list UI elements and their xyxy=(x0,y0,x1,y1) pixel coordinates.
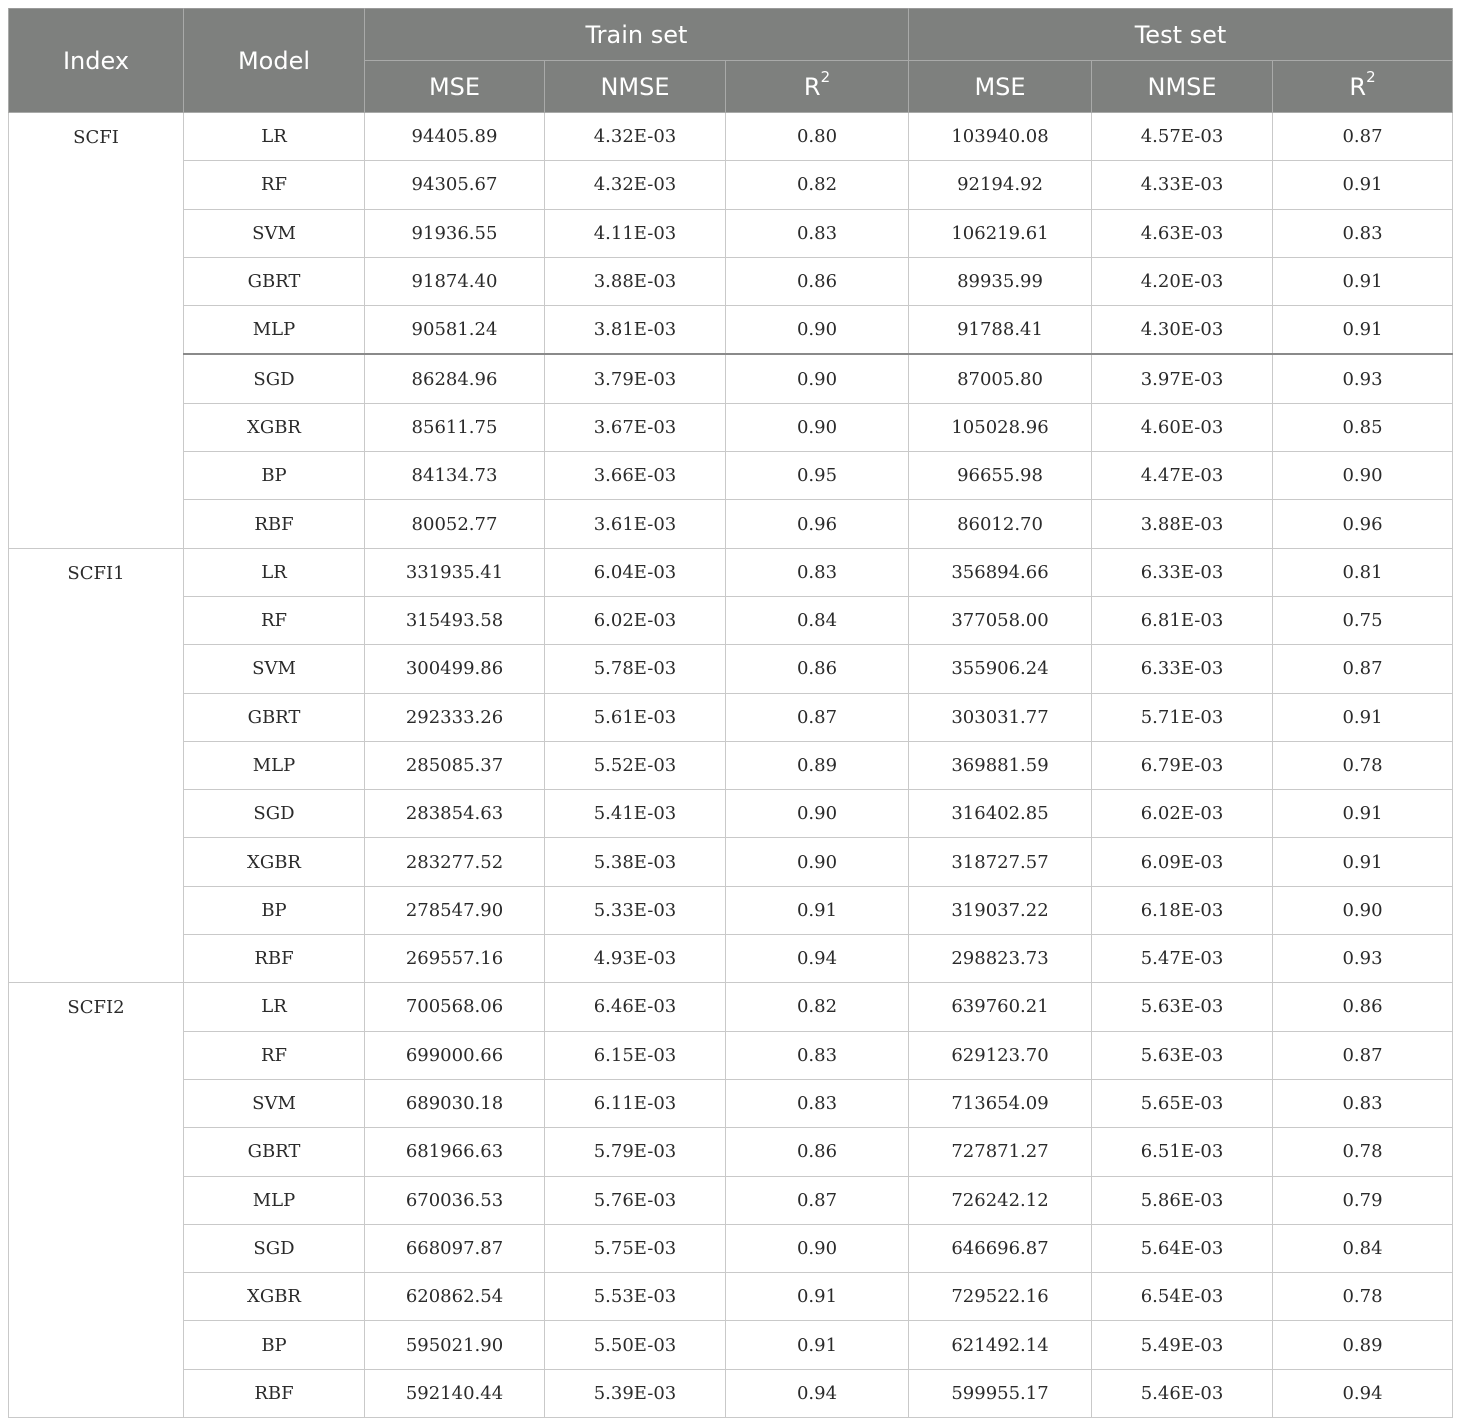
model-cell: SVM xyxy=(184,1079,365,1127)
train-mse-cell: 84134.73 xyxy=(365,452,545,500)
header-model: Model xyxy=(184,9,365,113)
table-header xyxy=(9,9,1453,113)
train-r2-cell: 0.89 xyxy=(726,741,909,789)
test-mse-cell: 629123.70 xyxy=(909,1031,1092,1079)
train-r2-cell: 0.83 xyxy=(726,209,909,257)
train-nmse-cell: 5.38E-03 xyxy=(545,838,726,886)
table-row xyxy=(9,161,1453,209)
table-row xyxy=(9,1273,1453,1321)
train-mse-cell: 86284.96 xyxy=(365,354,545,403)
train-r2-cell: 0.91 xyxy=(726,1273,909,1321)
model-cell: LR xyxy=(184,548,365,596)
header-test-nmse: NMSE xyxy=(1092,61,1273,113)
test-nmse-cell: 6.54E-03 xyxy=(1092,1273,1273,1321)
model-cell: RF xyxy=(184,596,365,644)
test-r2-cell: 0.91 xyxy=(1273,306,1453,355)
test-mse-cell: 377058.00 xyxy=(909,596,1092,644)
table-row xyxy=(9,113,1453,161)
test-mse-cell: 92194.92 xyxy=(909,161,1092,209)
train-mse-cell: 595021.90 xyxy=(365,1321,545,1369)
test-nmse-cell: 6.81E-03 xyxy=(1092,596,1273,644)
test-nmse-cell: 5.49E-03 xyxy=(1092,1321,1273,1369)
test-mse-cell: 318727.57 xyxy=(909,838,1092,886)
table-row xyxy=(9,209,1453,257)
test-r2-cell: 0.94 xyxy=(1273,1369,1453,1417)
test-nmse-cell: 6.02E-03 xyxy=(1092,790,1273,838)
train-mse-cell: 85611.75 xyxy=(365,403,545,451)
train-r2-cell: 0.80 xyxy=(726,113,909,161)
model-cell: BP xyxy=(184,452,365,500)
model-cell: GBRT xyxy=(184,1128,365,1176)
train-nmse-cell: 5.41E-03 xyxy=(545,790,726,838)
model-cell: LR xyxy=(184,113,365,161)
test-r2-cell: 0.86 xyxy=(1273,983,1453,1031)
train-nmse-cell: 5.53E-03 xyxy=(545,1273,726,1321)
table-row xyxy=(9,596,1453,644)
train-mse-cell: 91936.55 xyxy=(365,209,545,257)
test-mse-cell: 369881.59 xyxy=(909,741,1092,789)
header-train-r2: $R^2$ xyxy=(726,61,909,113)
model-cell: RBF xyxy=(184,935,365,983)
table-row xyxy=(9,257,1453,305)
train-nmse-cell: 3.67E-03 xyxy=(545,403,726,451)
table-row xyxy=(9,403,1453,451)
test-mse-cell: 87005.80 xyxy=(909,354,1092,403)
train-r2-cell: 0.90 xyxy=(726,1224,909,1272)
train-nmse-cell: 5.39E-03 xyxy=(545,1369,726,1417)
test-r2-cell: 0.93 xyxy=(1273,935,1453,983)
test-mse-cell: 96655.98 xyxy=(909,452,1092,500)
test-nmse-cell: 5.63E-03 xyxy=(1092,983,1273,1031)
train-r2-cell: 0.87 xyxy=(726,1176,909,1224)
model-comparison-table xyxy=(8,8,1453,1418)
test-nmse-cell: 3.88E-03 xyxy=(1092,500,1273,548)
test-mse-cell: 599955.17 xyxy=(909,1369,1092,1417)
test-nmse-cell: 6.79E-03 xyxy=(1092,741,1273,789)
table-row xyxy=(9,1031,1453,1079)
header-test-set: Test set xyxy=(909,9,1453,61)
train-r2-cell: 0.91 xyxy=(726,886,909,934)
test-r2-cell: 0.91 xyxy=(1273,790,1453,838)
train-nmse-cell: 5.33E-03 xyxy=(545,886,726,934)
train-r2-cell: 0.91 xyxy=(726,1321,909,1369)
test-r2-cell: 0.89 xyxy=(1273,1321,1453,1369)
test-mse-cell: 355906.24 xyxy=(909,645,1092,693)
test-r2-cell: 0.90 xyxy=(1273,452,1453,500)
train-nmse-cell: 5.76E-03 xyxy=(545,1176,726,1224)
test-mse-cell: 621492.14 xyxy=(909,1321,1092,1369)
test-mse-cell: 298823.73 xyxy=(909,935,1092,983)
table-row xyxy=(9,790,1453,838)
train-r2-cell: 0.87 xyxy=(726,693,909,741)
test-mse-cell: 89935.99 xyxy=(909,257,1092,305)
test-nmse-cell: 4.20E-03 xyxy=(1092,257,1273,305)
test-r2-cell: 0.91 xyxy=(1273,838,1453,886)
train-mse-cell: 90581.24 xyxy=(365,306,545,355)
train-r2-cell: 0.86 xyxy=(726,645,909,693)
train-nmse-cell: 3.81E-03 xyxy=(545,306,726,355)
test-nmse-cell: 5.63E-03 xyxy=(1092,1031,1273,1079)
table-row xyxy=(9,1079,1453,1127)
train-mse-cell: 269557.16 xyxy=(365,935,545,983)
header-train-set: Train set xyxy=(365,9,909,61)
train-mse-cell: 283277.52 xyxy=(365,838,545,886)
test-nmse-cell: 6.33E-03 xyxy=(1092,548,1273,596)
test-nmse-cell: 6.18E-03 xyxy=(1092,886,1273,934)
train-nmse-cell: 6.11E-03 xyxy=(545,1079,726,1127)
index-cell: SCFI1 xyxy=(9,548,184,983)
train-mse-cell: 700568.06 xyxy=(365,983,545,1031)
test-mse-cell: 646696.87 xyxy=(909,1224,1092,1272)
test-nmse-cell: 5.65E-03 xyxy=(1092,1079,1273,1127)
test-nmse-cell: 3.97E-03 xyxy=(1092,354,1273,403)
header-test-r2: $R^2$ xyxy=(1273,61,1453,113)
model-cell: BP xyxy=(184,1321,365,1369)
train-r2-cell: 0.94 xyxy=(726,1369,909,1417)
test-nmse-cell: 4.30E-03 xyxy=(1092,306,1273,355)
test-mse-cell: 729522.16 xyxy=(909,1273,1092,1321)
train-nmse-cell: 5.79E-03 xyxy=(545,1128,726,1176)
test-r2-cell: 0.84 xyxy=(1273,1224,1453,1272)
table-row xyxy=(9,354,1453,403)
test-r2-cell: 0.75 xyxy=(1273,596,1453,644)
table-row xyxy=(9,935,1453,983)
model-cell: SGD xyxy=(184,354,365,403)
test-r2-cell: 0.87 xyxy=(1273,1031,1453,1079)
train-r2-cell: 0.84 xyxy=(726,596,909,644)
table-row xyxy=(9,1224,1453,1272)
test-r2-cell: 0.78 xyxy=(1273,741,1453,789)
test-mse-cell: 319037.22 xyxy=(909,886,1092,934)
train-r2-cell: 0.95 xyxy=(726,452,909,500)
train-mse-cell: 668097.87 xyxy=(365,1224,545,1272)
model-cell: MLP xyxy=(184,1176,365,1224)
test-mse-cell: 86012.70 xyxy=(909,500,1092,548)
train-nmse-cell: 5.75E-03 xyxy=(545,1224,726,1272)
train-nmse-cell: 6.02E-03 xyxy=(545,596,726,644)
model-cell: MLP xyxy=(184,741,365,789)
train-nmse-cell: 3.79E-03 xyxy=(545,354,726,403)
train-nmse-cell: 3.88E-03 xyxy=(545,257,726,305)
train-r2-cell: 0.90 xyxy=(726,403,909,451)
model-cell: MLP xyxy=(184,306,365,355)
model-cell: RBF xyxy=(184,500,365,548)
train-r2-cell: 0.83 xyxy=(726,1079,909,1127)
train-r2-cell: 0.90 xyxy=(726,838,909,886)
test-r2-cell: 0.79 xyxy=(1273,1176,1453,1224)
train-mse-cell: 94305.67 xyxy=(365,161,545,209)
header-train-mse: MSE xyxy=(365,61,545,113)
train-mse-cell: 80052.77 xyxy=(365,500,545,548)
test-r2-cell: 0.96 xyxy=(1273,500,1453,548)
train-mse-cell: 91874.40 xyxy=(365,257,545,305)
train-mse-cell: 689030.18 xyxy=(365,1079,545,1127)
train-r2-cell: 0.83 xyxy=(726,1031,909,1079)
table-row xyxy=(9,886,1453,934)
test-nmse-cell: 5.64E-03 xyxy=(1092,1224,1273,1272)
model-cell: RF xyxy=(184,161,365,209)
table-row xyxy=(9,983,1453,1031)
train-r2-cell: 0.96 xyxy=(726,500,909,548)
train-r2-cell: 0.82 xyxy=(726,983,909,1031)
test-r2-cell: 0.83 xyxy=(1273,209,1453,257)
table-row xyxy=(9,1128,1453,1176)
test-mse-cell: 356894.66 xyxy=(909,548,1092,596)
model-cell: XGBR xyxy=(184,403,365,451)
test-r2-cell: 0.87 xyxy=(1273,113,1453,161)
train-mse-cell: 300499.86 xyxy=(365,645,545,693)
train-mse-cell: 670036.53 xyxy=(365,1176,545,1224)
test-r2-cell: 0.87 xyxy=(1273,645,1453,693)
train-r2-cell: 0.94 xyxy=(726,935,909,983)
train-r2-cell: 0.86 xyxy=(726,257,909,305)
table-row xyxy=(9,500,1453,548)
train-r2-cell: 0.83 xyxy=(726,548,909,596)
test-nmse-cell: 6.09E-03 xyxy=(1092,838,1273,886)
test-mse-cell: 727871.27 xyxy=(909,1128,1092,1176)
model-cell: BP xyxy=(184,886,365,934)
index-cell: SCFI xyxy=(9,113,184,549)
test-r2-cell: 0.85 xyxy=(1273,403,1453,451)
train-nmse-cell: 4.11E-03 xyxy=(545,209,726,257)
test-nmse-cell: 4.57E-03 xyxy=(1092,113,1273,161)
table-row xyxy=(9,1321,1453,1369)
test-mse-cell: 303031.77 xyxy=(909,693,1092,741)
table-row xyxy=(9,693,1453,741)
model-cell: SGD xyxy=(184,790,365,838)
train-nmse-cell: 6.15E-03 xyxy=(545,1031,726,1079)
header-index: Index xyxy=(9,9,184,113)
test-r2-cell: 0.91 xyxy=(1273,693,1453,741)
test-mse-cell: 103940.08 xyxy=(909,113,1092,161)
test-r2-cell: 0.90 xyxy=(1273,886,1453,934)
train-nmse-cell: 4.32E-03 xyxy=(545,161,726,209)
train-mse-cell: 699000.66 xyxy=(365,1031,545,1079)
train-nmse-cell: 3.66E-03 xyxy=(545,452,726,500)
train-mse-cell: 315493.58 xyxy=(365,596,545,644)
test-mse-cell: 639760.21 xyxy=(909,983,1092,1031)
test-nmse-cell: 5.71E-03 xyxy=(1092,693,1273,741)
table-row xyxy=(9,1369,1453,1417)
test-r2-cell: 0.93 xyxy=(1273,354,1453,403)
test-r2-cell: 0.91 xyxy=(1273,161,1453,209)
train-nmse-cell: 5.50E-03 xyxy=(545,1321,726,1369)
train-nmse-cell: 4.93E-03 xyxy=(545,935,726,983)
table-row xyxy=(9,548,1453,596)
model-cell: SVM xyxy=(184,645,365,693)
train-nmse-cell: 3.61E-03 xyxy=(545,500,726,548)
test-mse-cell: 105028.96 xyxy=(909,403,1092,451)
train-mse-cell: 292333.26 xyxy=(365,693,545,741)
index-cell: SCFI2 xyxy=(9,983,184,1418)
test-nmse-cell: 4.47E-03 xyxy=(1092,452,1273,500)
train-nmse-cell: 6.04E-03 xyxy=(545,548,726,596)
test-mse-cell: 316402.85 xyxy=(909,790,1092,838)
table-row xyxy=(9,838,1453,886)
train-mse-cell: 94405.89 xyxy=(365,113,545,161)
test-nmse-cell: 5.86E-03 xyxy=(1092,1176,1273,1224)
test-nmse-cell: 6.33E-03 xyxy=(1092,645,1273,693)
model-cell: XGBR xyxy=(184,1273,365,1321)
train-mse-cell: 620862.54 xyxy=(365,1273,545,1321)
train-nmse-cell: 5.78E-03 xyxy=(545,645,726,693)
train-mse-cell: 681966.63 xyxy=(365,1128,545,1176)
table-row xyxy=(9,645,1453,693)
test-mse-cell: 106219.61 xyxy=(909,209,1092,257)
test-r2-cell: 0.83 xyxy=(1273,1079,1453,1127)
train-nmse-cell: 6.46E-03 xyxy=(545,983,726,1031)
train-nmse-cell: 4.32E-03 xyxy=(545,113,726,161)
test-mse-cell: 91788.41 xyxy=(909,306,1092,355)
train-nmse-cell: 5.52E-03 xyxy=(545,741,726,789)
model-cell: LR xyxy=(184,983,365,1031)
train-r2-cell: 0.90 xyxy=(726,354,909,403)
train-mse-cell: 285085.37 xyxy=(365,741,545,789)
table-row xyxy=(9,452,1453,500)
train-nmse-cell: 5.61E-03 xyxy=(545,693,726,741)
test-nmse-cell: 5.47E-03 xyxy=(1092,935,1273,983)
model-cell: RF xyxy=(184,1031,365,1079)
test-r2-cell: 0.91 xyxy=(1273,257,1453,305)
train-mse-cell: 592140.44 xyxy=(365,1369,545,1417)
model-cell: SGD xyxy=(184,1224,365,1272)
header-test-mse: MSE xyxy=(909,61,1092,113)
train-r2-cell: 0.86 xyxy=(726,1128,909,1176)
train-mse-cell: 283854.63 xyxy=(365,790,545,838)
test-r2-cell: 0.78 xyxy=(1273,1273,1453,1321)
table-row xyxy=(9,306,1453,355)
test-nmse-cell: 4.33E-03 xyxy=(1092,161,1273,209)
test-nmse-cell: 4.63E-03 xyxy=(1092,209,1273,257)
train-r2-cell: 0.90 xyxy=(726,306,909,355)
table-row xyxy=(9,1176,1453,1224)
model-cell: GBRT xyxy=(184,693,365,741)
train-r2-cell: 0.90 xyxy=(726,790,909,838)
test-nmse-cell: 4.60E-03 xyxy=(1092,403,1273,451)
model-cell: SVM xyxy=(184,209,365,257)
model-cell: GBRT xyxy=(184,257,365,305)
test-mse-cell: 713654.09 xyxy=(909,1079,1092,1127)
results-table-container xyxy=(8,8,1452,1418)
model-cell: XGBR xyxy=(184,838,365,886)
test-mse-cell: 726242.12 xyxy=(909,1176,1092,1224)
test-r2-cell: 0.78 xyxy=(1273,1128,1453,1176)
test-nmse-cell: 6.51E-03 xyxy=(1092,1128,1273,1176)
test-r2-cell: 0.81 xyxy=(1273,548,1453,596)
test-nmse-cell: 5.46E-03 xyxy=(1092,1369,1273,1417)
table-body xyxy=(9,113,1453,1418)
model-cell: RBF xyxy=(184,1369,365,1417)
header-train-nmse: NMSE xyxy=(545,61,726,113)
train-mse-cell: 278547.90 xyxy=(365,886,545,934)
train-mse-cell: 331935.41 xyxy=(365,548,545,596)
train-r2-cell: 0.82 xyxy=(726,161,909,209)
table-row xyxy=(9,741,1453,789)
